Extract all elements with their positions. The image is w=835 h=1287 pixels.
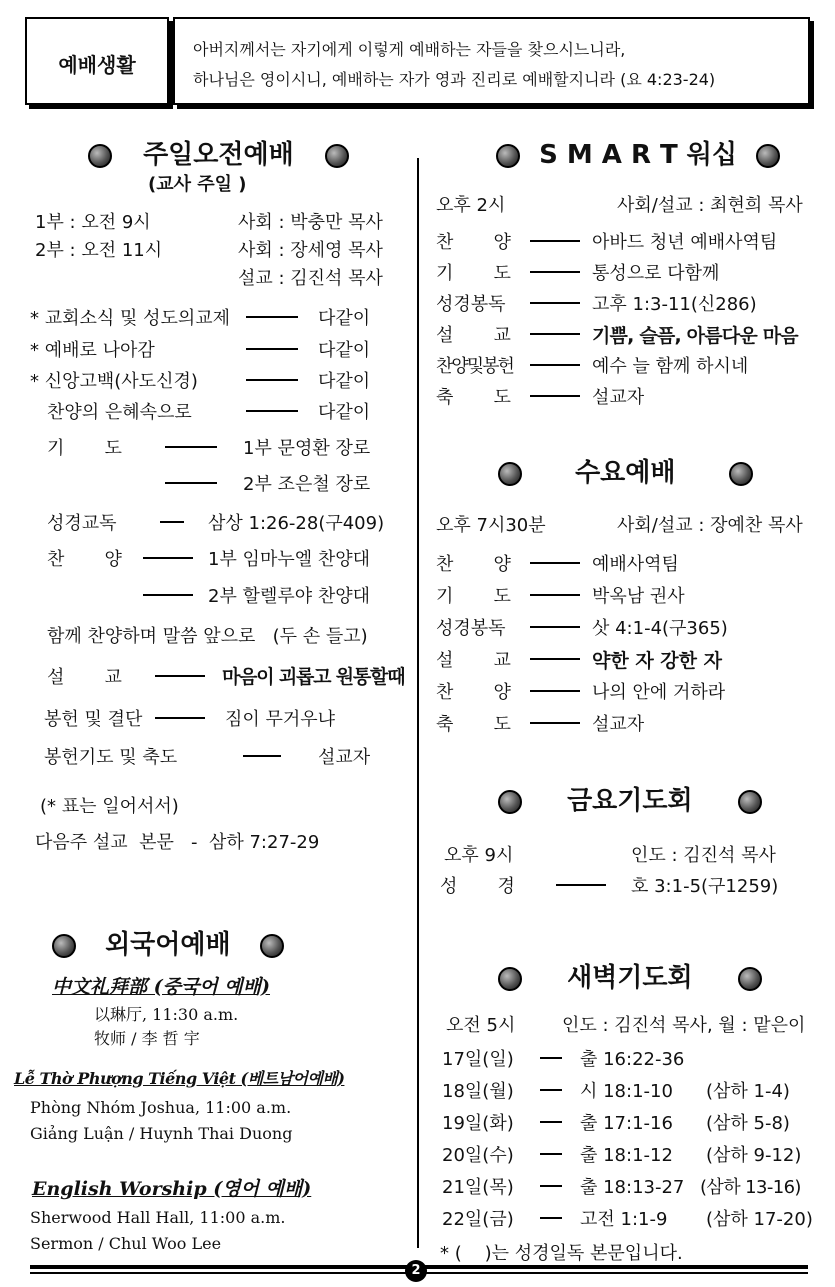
dawn-bible-reading: (삼하 13-16) <box>700 1177 801 1198</box>
bullet-icon <box>260 934 284 958</box>
dash <box>143 557 193 559</box>
wednesday-row-label: 찬 양 <box>436 682 511 703</box>
dash <box>540 1057 562 1059</box>
dash <box>530 562 580 564</box>
dawn-day: 20일(수) <box>442 1145 514 1166</box>
dash <box>530 722 580 724</box>
bullet-icon <box>738 967 762 991</box>
page-number: 2 <box>405 1260 427 1282</box>
verse-box <box>173 17 810 105</box>
prayer-label: 기 도 <box>47 438 122 459</box>
wednesday-host: 사회/설교 : 장예찬 목사 <box>617 515 803 536</box>
dawn-note: * ( )는 성경일독 본문입니다. <box>440 1243 683 1264</box>
section-label: 예배생활 <box>58 53 136 77</box>
wednesday-row-label: 설 교 <box>436 650 511 671</box>
smart-row-label: 성경봉독 <box>436 294 506 315</box>
part2-time: 2부 : 오전 11시 <box>35 240 163 261</box>
dawn-day: 18일(월) <box>442 1081 514 1102</box>
foreign-heading <box>52 924 284 961</box>
dash <box>540 1153 562 1155</box>
dash <box>155 675 205 677</box>
wednesday-row-label: 축 도 <box>436 714 511 735</box>
order-item-label: 찬양의 은혜속으로 <box>47 402 192 423</box>
bullet-icon <box>498 967 522 991</box>
dash <box>530 240 580 242</box>
praise-2: 2부 할렐루야 찬양대 <box>208 586 370 607</box>
dash <box>160 521 184 523</box>
order-item-label: * 신앙고백(사도신경) <box>30 371 198 392</box>
dawn-leader: 인도 : 김진석 목사, 월 : 맡은이 <box>562 1015 806 1036</box>
benediction: 설교자 <box>318 747 371 768</box>
benediction-label: 봉헌기도 및 축도 <box>44 747 178 768</box>
dawn-reading: 출 18:13-27 <box>580 1177 685 1198</box>
sermon-title: 마음이 괴롭고 원통할때 <box>222 666 405 688</box>
sunday-subtitle: (교사 주일 ) <box>148 174 247 195</box>
smart-heading <box>496 134 780 171</box>
dash <box>556 884 606 886</box>
wednesday-row-value: 나의 안에 거하라 <box>592 682 726 703</box>
dash <box>530 658 580 660</box>
praise-label: 찬 양 <box>47 549 122 570</box>
wednesday-row-value: 예배사역팀 <box>592 554 679 575</box>
bullet-icon <box>498 790 522 814</box>
english-line-2: Sermon / Chul Woo Lee <box>30 1234 222 1253</box>
wednesday-row-label: 기 도 <box>436 586 511 607</box>
dash <box>530 690 580 692</box>
smart-row-label: 찬 양 <box>436 232 511 253</box>
order-item-label: * 예배로 나아감 <box>30 340 155 361</box>
wednesday-row-label: 성경봉독 <box>436 618 506 639</box>
order-item-label: * 교회소식 및 성도의교제 <box>30 308 231 329</box>
dawn-bible-reading: (삼하 17-20) <box>706 1209 813 1230</box>
offering-label: 봉헌 및 결단 <box>44 709 143 730</box>
smart-row-label: 축 도 <box>436 387 511 408</box>
dawn-title: 새벽기도회 <box>567 963 693 993</box>
dash <box>540 1121 562 1123</box>
dawn-time: 오전 5시 <box>446 1015 516 1036</box>
dash <box>246 410 298 412</box>
dash <box>540 1185 562 1187</box>
part1-time: 1부 : 오전 9시 <box>35 212 151 233</box>
dawn-reading: 시 18:1-10 <box>580 1081 673 1102</box>
smart-row-value: 고후 1:3-11(신286) <box>592 294 757 315</box>
dawn-day: 21일(목) <box>442 1177 514 1198</box>
smart-row-value: 설교자 <box>592 387 645 408</box>
wednesday-row-value: 약한 자 강한 자 <box>592 650 722 672</box>
dawn-reading: 출 16:22-36 <box>580 1049 685 1070</box>
smart-row-label: 기 도 <box>436 263 511 284</box>
bullet-icon <box>738 790 762 814</box>
smart-title: S M A R T 워십 <box>539 140 738 170</box>
preacher: 설교 : 김진석 목사 <box>238 268 383 289</box>
column-divider <box>417 158 419 1248</box>
bullet-icon <box>88 144 112 168</box>
bullet-icon <box>496 144 520 168</box>
sunday-heading <box>88 134 349 171</box>
dash <box>530 594 580 596</box>
english-line-1: Sherwood Hall Hall, 11:00 a.m. <box>30 1208 286 1227</box>
friday-leader: 인도 : 김진석 목사 <box>631 845 776 866</box>
dash <box>246 379 298 381</box>
order-item-value: 다같이 <box>318 402 371 423</box>
smart-row-label: 설 교 <box>436 325 511 346</box>
vietnamese-line-1: Phòng Nhóm Joshua, 11:00 a.m. <box>30 1098 292 1117</box>
wednesday-title: 수요예배 <box>575 458 676 488</box>
friday-title: 금요기도회 <box>567 786 693 816</box>
bullet-icon <box>498 462 522 486</box>
smart-row-value: 아바드 청년 예배사역팀 <box>592 232 778 253</box>
dash <box>165 482 217 484</box>
bullet-icon <box>729 462 753 486</box>
smart-row-value: 통성으로 다함께 <box>592 263 720 284</box>
sermon-label: 설 교 <box>47 667 122 688</box>
bullet-icon <box>756 144 780 168</box>
verse-line-2: 하나님은 영이시니, 예배하는 자가 영과 진리로 예배할지니라 (요 4:23-24) <box>193 70 716 89</box>
smart-row-label: 찬양및봉헌 <box>436 356 513 377</box>
english-title: English Worship (영어 예배) <box>32 1178 312 1200</box>
together-line: 함께 찬양하며 말씀 앞으로 (두 손 들고) <box>47 626 368 647</box>
order-item-value: 다같이 <box>318 371 371 392</box>
prayer-2: 2부 조은철 장로 <box>243 474 371 495</box>
friday-time: 오후 9시 <box>444 845 514 866</box>
chinese-line-2: 牧师 / 李 哲 宇 <box>94 1029 200 1048</box>
wednesday-time: 오후 7시30분 <box>436 515 546 536</box>
dawn-day: 19일(화) <box>442 1113 514 1134</box>
host2: 사회 : 장세영 목사 <box>238 240 383 261</box>
dawn-reading: 출 18:1-12 <box>580 1145 673 1166</box>
smart-time: 오후 2시 <box>436 195 506 216</box>
friday-heading <box>498 780 762 817</box>
dash <box>530 364 580 366</box>
host1: 사회 : 박충만 목사 <box>238 212 383 233</box>
verse-line-1: 아버지께서는 자기에게 이렇게 예배하는 자들을 찾으시느니라, <box>193 40 626 59</box>
dawn-bible-reading: (삼하 9-12) <box>706 1145 802 1166</box>
order-item-value: 다같이 <box>318 308 371 329</box>
dawn-reading: 고전 1:1-9 <box>580 1209 668 1230</box>
offering-song: 짐이 무거우냐 <box>225 709 336 730</box>
dash <box>155 717 205 719</box>
dash <box>530 626 580 628</box>
wednesday-row-value: 박옥남 권사 <box>592 586 685 607</box>
standing-note: (* 표는 일어서서) <box>40 796 179 817</box>
dash <box>246 316 298 318</box>
prayer-1: 1부 문영환 장로 <box>243 438 371 459</box>
dash <box>243 755 281 757</box>
dash <box>530 302 580 304</box>
dawn-day: 22일(금) <box>442 1209 514 1230</box>
vietnamese-title: Lễ Thờ Phượng Tiếng Việt (베트남어예배) <box>14 1069 345 1088</box>
smart-row-value: 기쁨, 슬픔, 아름다운 마음 <box>592 325 798 347</box>
bullet-icon <box>52 934 76 958</box>
next-week-text: 다음주 설교 본문 - 삼하 7:27-29 <box>35 832 320 853</box>
dash <box>530 333 580 335</box>
reading: 삼상 1:26-28(구409) <box>208 513 385 534</box>
sunday-title: 주일오전예배 <box>143 140 294 170</box>
dawn-bible-reading: (삼하 5-8) <box>706 1113 790 1134</box>
dash <box>530 395 580 397</box>
dash <box>246 348 298 350</box>
chinese-line-1: 以琳厅, 11:30 a.m. <box>94 1005 239 1024</box>
dash <box>143 594 193 596</box>
chinese-title: 中文礼拜部 (중국어 예배) <box>52 976 270 998</box>
smart-host: 사회/설교 : 최현희 목사 <box>617 195 803 216</box>
order-item-value: 다같이 <box>318 340 371 361</box>
praise-1: 1부 임마누엘 찬양대 <box>208 549 370 570</box>
smart-row-value: 예수 늘 함께 하시네 <box>592 356 749 377</box>
wednesday-row-value: 삿 4:1-4(구365) <box>592 618 728 639</box>
foreign-title: 외국어예배 <box>105 930 231 960</box>
dawn-day: 17일(일) <box>442 1049 514 1070</box>
section-label-box <box>25 17 169 105</box>
vietnamese-line-2: Giảng Luận / Huynh Thai Duong <box>30 1124 293 1143</box>
reading-label: 성경교독 <box>47 513 117 534</box>
dawn-reading: 출 17:1-16 <box>580 1113 673 1134</box>
dawn-bible-reading: (삼하 1-4) <box>706 1081 790 1102</box>
dash <box>530 271 580 273</box>
wednesday-row-label: 찬 양 <box>436 554 511 575</box>
dash <box>165 446 217 448</box>
bullet-icon <box>325 144 349 168</box>
dawn-heading <box>498 957 762 994</box>
friday-scripture: 호 3:1-5(구1259) <box>631 876 779 897</box>
dash <box>540 1089 562 1091</box>
wednesday-row-value: 설교자 <box>592 714 645 735</box>
dash <box>540 1217 562 1219</box>
wednesday-heading <box>498 452 753 489</box>
friday-scripture-label: 성 경 <box>440 876 515 897</box>
